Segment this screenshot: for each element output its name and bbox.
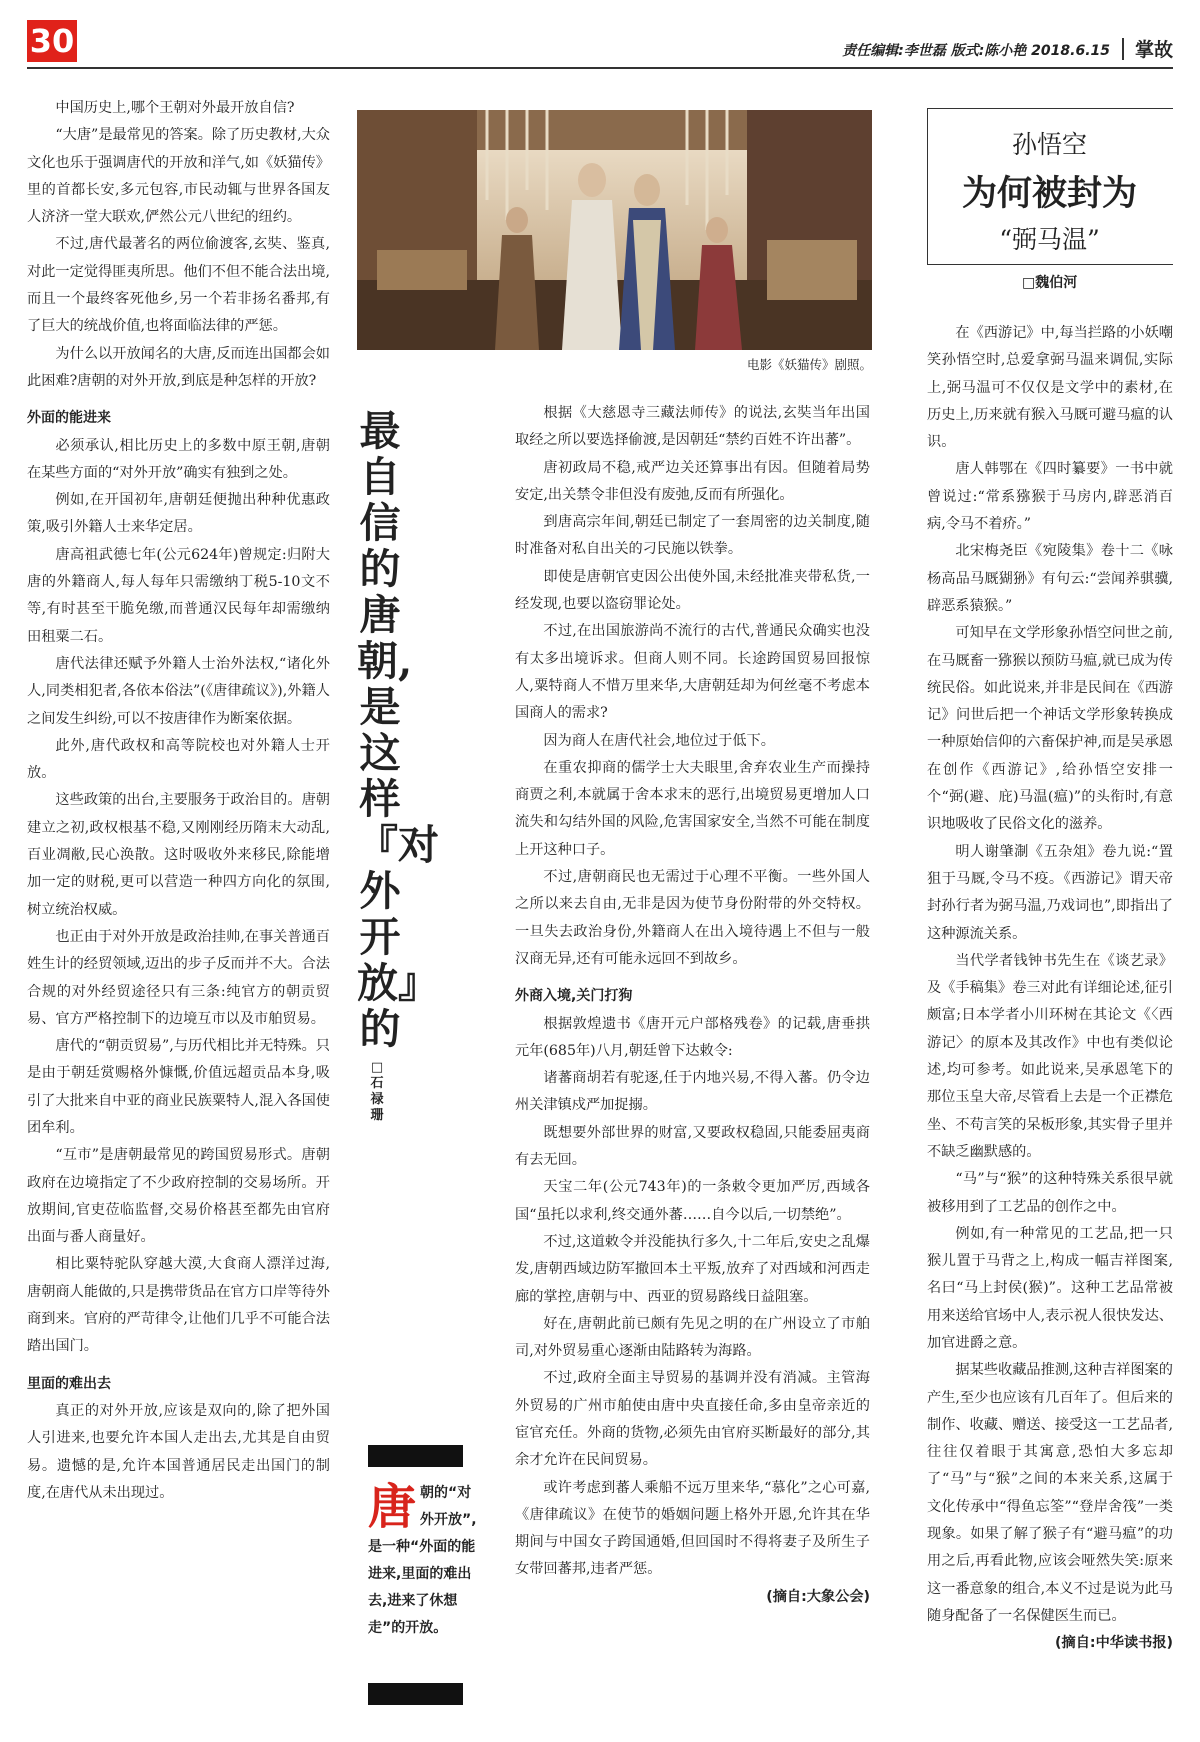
paragraph: 中国历史上,哪个王朝对外最开放自信?: [55, 100, 295, 116]
subheading: 外面的能进来: [27, 410, 111, 427]
paragraph: 既想要外部世界的财富,又要政权稳固,只能委屈夷商有去无回。: [515, 1124, 870, 1169]
pull-quote-bottom-bar: [368, 1683, 463, 1705]
paragraph: 唐代法律还赋予外籍人士治外法权,“诸化外人,同类相犯者,各依本俗法”(《唐律疏议》),外籍人之间发生纠纷,可以不按唐律作为断案依据。: [27, 655, 330, 727]
paragraph: 不过,政府全面主导贸易的基调并没有消减。主管海外贸易的广州市舶使由唐中央直接任命,多由皇帝亲近的宦官充任。外商的货物,必须先由官府买断最好的部分,其余才允许在民间贸易。: [515, 1370, 870, 1469]
paragraph: 可知早在文学形象孙悟空问世之前,在马厩畜一猕猴以预防马瘟,就已成为传统民俗。如此说来,并非是民间在《西游记》问世后把一个神话文学形象转换成一种原始信仰的六畜保护神,而是吴承恩在创作《西游记》,给孙悟空安排一个“弼(避、庇)马温(瘟)”的头衔时,有意识地吸收了民俗文化的滋养。: [927, 625, 1173, 833]
subheading: 外商入境,关门打狗: [515, 988, 633, 1005]
paragraph: 不过,在出国旅游尚不流行的古代,普通民众确实也没有太多出境诉求。但商人则不同。长途跨国贸易回报惊人,粟特商人不惜万里来华,大唐朝廷却为何丝毫不考虑本国商人的需求?: [515, 623, 870, 722]
pull-quote-text: 朝的“对外开放”,是一种“外面的能进来,里面的难出去,进来了休想走”的开放。: [368, 1485, 477, 1636]
paragraph: 唐初政局不稳,戒严边关还算事出有因。但随着局势安定,出关禁令非但没有废弛,反而有所强化。: [515, 459, 870, 503]
source-credit: (摘自:大象公会): [766, 1588, 870, 1605]
source-credit: (摘自:中华读书报): [1055, 1635, 1173, 1652]
paragraph: 到唐高宗年间,朝廷已制定了一套周密的边关制度,随时准备对私自出关的刁民施以铁拳。: [515, 514, 870, 558]
side-title-line3: “弼马温”: [999, 225, 1100, 254]
photo-caption: 电影《妖猫传》剧照。: [746, 357, 872, 372]
paragraph: 诸蕃商胡若有驼逐,任于内地兴易,不得入蕃。仍令边州关津镇戍严加捉搦。: [515, 1070, 870, 1114]
paragraph: 此外,唐代政权和高等院校也对外籍人士开放。: [27, 737, 330, 782]
paragraph: 必须承认,相比历史上的多数中原王朝,唐朝在某些方面的“对外开放”确实有独到之处。: [27, 437, 330, 481]
main-article-author: □石禄珊: [370, 1060, 384, 1123]
paragraph: “互市”是唐朝最常见的跨国贸易形式。唐朝政府在边境指定了不少政府控制的交易场所。开放期间,官吏莅临监督,交易价格甚至都先由官府出面与番人商量好。: [27, 1147, 330, 1246]
paragraph: 相比粟特驼队穿越大漠,大食商人漂洋过海,唐朝商人能做的,只是携带货品在官方口岸等待外商到来。官府的严苛律令,让他们几乎不可能合法踏出国门。: [27, 1256, 330, 1355]
paragraph: 据某些收藏品推测,这种吉祥图案的产生,至少也应该有几百年了。但后来的制作、收藏、赠送、接受这一工艺品者,往往仅着眼于其寓意,恐怕大多忘却了“马”与“猴”之间的本来关系,这属于文化传承中“得鱼忘筌”“登岸舍筏”一类现象。如果了解了猴子有“避马瘟”的功用之后,再看此物,应该会哑然失笑:原来这一番意象的组合,本义不过是说为此马随身配备了一名保健医生而已。: [927, 1362, 1173, 1624]
side-article-author: □魏伯河: [1022, 275, 1078, 291]
paragraph: 例如,在开国初年,唐朝廷便抛出种种优惠政策,吸引外籍人士来华定居。: [27, 492, 330, 536]
paragraph: 因为商人在唐代社会,地位过于低下。: [543, 732, 775, 749]
editor-credits: 责任编辑:李世磊 版式:陈小艳 2018.6.15: [842, 43, 1110, 59]
side-article-column: [927, 320, 1173, 1658]
paragraph: 在重农抑商的儒学士大夫眼里,舍弃农业生产而操持商贾之利,本就属于舍本求末的恶行,出境贸易更增加人口流失和勾结外国的风险,危害国家安全,当然不可能在制度上开这种口子。: [515, 759, 870, 858]
main-article-col2: [515, 400, 870, 1611]
pull-quote-initial: 唐: [368, 1479, 417, 1535]
header-rule: [27, 67, 1173, 69]
paragraph: 唐高祖武德七年(公元624年)曾规定:归附大唐的外籍商人,每人每年只需缴纳丁税5-10文不等,有时甚至干脆免缴,而普通汉民每年却需缴纳田租粟二石。: [27, 546, 330, 645]
main-article-col1: [27, 95, 330, 1507]
side-title-line2: 为何被封为: [961, 174, 1137, 214]
paragraph: “马”与“猴”的这种特殊关系很早就被移用到了工艺品的创作之中。: [927, 1171, 1173, 1215]
paragraph: 北宋梅尧臣《宛陵集》卷十二《咏杨高品马厩猢狲》有句云:“尝闻养骐骥,辟恶系猿猴。”: [927, 543, 1173, 614]
pull-quote-top-bar: [368, 1445, 463, 1467]
section-name: 掌故: [1134, 39, 1173, 61]
paragraph: 或许考虑到蕃人乘船不远万里来华,“慕化”之心可嘉,《唐律疏议》在使节的婚姻问题上格外开恩,允许其在华期间与中国女子跨国通婚,但回国时不得将妻子及所生子女带回蕃邦,违者严惩。: [515, 1479, 870, 1578]
paragraph: 真正的对外开放,应该是双向的,除了把外国人引进来,也要允许本国人走出去,尤其是自由贸易。遗憾的是,允许本国普通居民走出国门的制度,在唐代从未出现过。: [27, 1402, 330, 1501]
pull-quote: [368, 1480, 483, 1642]
paragraph: 在《西游记》中,每当拦路的小妖嘲笑孙悟空时,总爱拿弼马温来调侃,实际上,弼马温可不仅仅是文学中的素材,在历史上,历来就有猴入马厩可避马瘟的认识。: [927, 325, 1173, 451]
paragraph: 不过,唐代最著名的两位偷渡客,玄奘、鉴真,对此一定觉得匪夷所思。他们不但不能合法出境,而且一个最终客死他乡,另一个若非扬名番邦,有了巨大的统战价值,也将面临法律的严惩。: [27, 236, 330, 335]
subheading: 里面的难出去: [27, 1375, 111, 1392]
paragraph: 不过,这道敕令并没能执行多久,十二年后,安史之乱爆发,唐朝西域边防军撤回本土平叛,放弃了对西域和河西走廊的掌控,唐朝与中、西亚的贸易路线日益阻塞。: [515, 1233, 870, 1305]
header-separator: [1122, 38, 1124, 60]
paragraph: 天宝二年(公元743年)的一条敕令更加严厉,西域各国“虽托以求利,终交通外蕃……自今以后,一切禁绝”。: [515, 1179, 870, 1223]
side-title-line1: 孙悟空: [1011, 130, 1087, 159]
paragraph: 好在,唐朝此前已颇有先见之明的在广州设立了市舶司,对外贸易重心逐渐由陆路转为海路。: [515, 1315, 870, 1360]
paragraph: 不过,唐朝商民也无需过于心理不平衡。一些外国人之所以来去自由,无非是因为使节身份附带的外交特权。一旦失去政治身份,外籍商人在出入境待遇上不但与一般汉商无异,还有可能永远回不到故乡。: [515, 869, 870, 967]
paragraph: 为什么以开放闻名的大唐,反而连出国都会如此困难?唐朝的对外开放,到底是种怎样的开放?: [27, 345, 330, 389]
main-article-title: 最自信的唐朝,是这样『对外开放』的: [357, 407, 439, 1053]
page-number: 30: [27, 20, 77, 62]
paragraph: 明人谢肇淛《五杂俎》卷九说:“置狙于马厩,令马不疫。《西游记》谓天帝封孙行者为弼马温,乃戏词也”,即指出了这种源流关系。: [927, 843, 1173, 942]
paragraph: 唐代的“朝贡贸易”,与历代相比并无特殊。只是由于朝廷赏赐格外慷慨,价值远超贡品本身,吸引了大批来自中亚的商业民族粟特人,混入各国使团牟利。: [27, 1038, 330, 1136]
film-still-image: [357, 110, 872, 350]
paragraph: “大唐”是最常见的答案。除了历史教材,大众文化也乐于强调唐代的开放和洋气,如《妖猫传》里的首都长安,多元包容,市民动辄与世界各国友人济济一堂大联欢,俨然公元八世纪的纽约。: [27, 127, 330, 226]
film-still-photo: [357, 110, 872, 350]
paragraph: 当代学者钱钟书先生在《谈艺录》及《手稿集》卷三对此有详细论述,征引颇富;日本学者小川环树在其论文《〈西游记〉的原本及其改作》中也有类似论述,均可参考。如此说来,吴承恩笔下的那位玉皇大帝,尽管看上去是一个正襟危坐、不苟言笑的呆板形象,其实骨子里并不缺乏幽默感的。: [927, 952, 1173, 1160]
paragraph: 唐人韩鄂在《四时纂要》一书中就曾说过:“常系猕猴于马房内,辟恶消百病,令马不着疥。”: [927, 461, 1173, 533]
paragraph: 根据《大慈恩寺三藏法师传》的说法,玄奘当年出国取经之所以要选择偷渡,是因朝廷“禁约百姓不许出蕃”。: [515, 405, 870, 449]
paragraph: 也正由于对外开放是政治挂帅,在事关普通百姓生计的经贸领域,迈出的步子反而并不大。合法合规的对外经贸途径只有三条:纯官方的朝贡贸易、官方严格控制下的边境互市以及市舶贸易。: [27, 928, 330, 1027]
paragraph: 例如,有一种常见的工艺品,把一只猴儿置于马背之上,构成一幅吉祥图案,名曰“马上封侯(猴)”。这种工艺品常被用来送给官场中人,表示祝人很快发达、加官进爵之意。: [927, 1225, 1173, 1351]
paragraph: 这些政策的出台,主要服务于政治目的。唐朝建立之初,政权根基不稳,又刚刚经历隋末大动乱,百业凋敝,民心涣散。这时吸收外来移民,除能增加一定的财税,更可以营造一种四方向化的氛围,树立统治权威。: [27, 792, 330, 918]
paragraph: 即使是唐朝官吏因公出使外国,未经批准夹带私货,一经发现,也要以盗窃罪论处。: [515, 568, 870, 613]
paragraph: 根据敦煌遗书《唐开元户部格残卷》的记载,唐垂拱元年(685年)八月,朝廷曾下达敕令:: [515, 1015, 870, 1059]
